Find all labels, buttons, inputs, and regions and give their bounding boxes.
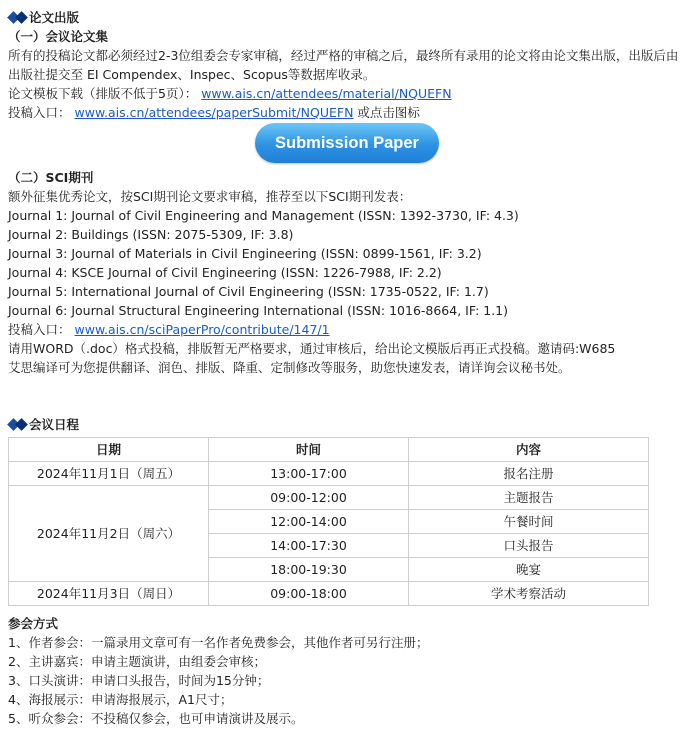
template-label: 论文模板下载（排版不低于5页）：: [8, 86, 198, 101]
participation-item: 5、听众参会：不投稿仅参会，也可申请演讲及展示。: [8, 711, 304, 726]
journal-item: Journal 4: KSCE Journal of Civil Engineering (ISSN: 1226-7988, IF: 2.2): [8, 265, 442, 280]
sci-note-service: 艾思编译可为您提供翻译、润色、排版、降重、定制修改等服务，助您快速发表，请详询会议秘书处。: [8, 360, 571, 375]
participation-item: 2、主讲嘉宾：申请主题演讲，由组委会审核；: [8, 654, 266, 669]
header-date: 日期: [9, 438, 209, 462]
cell-date: 2024年11月3日（周日）: [9, 582, 209, 606]
diamond-bullet-icon: [8, 12, 28, 24]
cell-time: 09:00-18:00: [209, 582, 409, 606]
proceedings-submit-label: 投稿入口：: [8, 105, 71, 120]
section-spacer: [8, 377, 686, 415]
publication-title: 论文出版: [29, 10, 80, 25]
schedule-table: [8, 437, 649, 606]
sci-title: （二）SCI期刊: [8, 170, 94, 185]
table-row: [9, 462, 649, 486]
journal-item: Journal 6: Journal Structural Engineering International (ISSN: 1016-8664, IF: 1.1): [8, 303, 509, 318]
journal-item: Journal 1: Journal of Civil Engineering and Management (ISSN: 1392-3730, IF: 4.3): [8, 208, 519, 223]
cell-content: 主题报告: [409, 486, 649, 510]
cell-time: 09:00-12:00: [209, 486, 409, 510]
sci-intro: 额外征集优秀论文，按SCI期刊论文要求审稿，推荐至以下SCI期刊发表：: [8, 189, 412, 204]
cell-time: 12:00-14:00: [209, 510, 409, 534]
diamond-bullet-icon: [8, 419, 28, 431]
submission-button-wrap: [8, 123, 686, 165]
cell-time: 13:00-17:00: [209, 462, 409, 486]
sci-submit-line: [8, 320, 686, 339]
cell-time: 18:00-19:30: [209, 558, 409, 582]
publication-heading: [8, 8, 686, 27]
submission-paper-button[interactable]: Submission Paper: [255, 123, 439, 163]
cell-content: 口头报告: [409, 534, 649, 558]
cell-date: 2024年11月2日（周六）: [9, 486, 209, 582]
cell-date: 2024年11月1日（周五）: [9, 462, 209, 486]
template-line: [8, 84, 686, 103]
proceedings-submit-link[interactable]: www.ais.cn/attendees/paperSubmit/NQUEFN: [74, 105, 354, 120]
participation-title: 参会方式: [8, 616, 59, 631]
proceedings-title: （一）会议论文集: [8, 29, 109, 44]
table-row: [9, 582, 649, 606]
proceedings-submit-line: [8, 103, 686, 122]
header-content: 内容: [409, 438, 649, 462]
cell-content: 晚宴: [409, 558, 649, 582]
schedule-heading: [8, 415, 686, 434]
cell-content: 报名注册: [409, 462, 649, 486]
participation-item: 1、作者参会：一篇录用文章可有一名作者免费参会，其他作者可另行注册；: [8, 635, 429, 650]
table-header-row: [9, 438, 649, 462]
table-row: [9, 486, 649, 510]
journal-item: Journal 5: International Journal of Civil Engineering (ISSN: 1735-0522, IF: 1.7): [8, 284, 489, 299]
journal-item: Journal 2: Buildings (ISSN: 2075-5309, IF: 3.8): [8, 227, 294, 242]
participation-item: 4、海报展示：申请海报展示，A1尺寸；: [8, 692, 233, 707]
header-time: 时间: [209, 438, 409, 462]
cell-time: 14:00-17:30: [209, 534, 409, 558]
template-download-link[interactable]: www.ais.cn/attendees/material/NQUEFN: [201, 86, 452, 101]
participation-item: 3、口头演讲：申请口头报告，时间为15分钟；: [8, 673, 270, 688]
sci-submit-link[interactable]: www.ais.cn/sciPaperPro/contribute/147/1: [74, 322, 330, 337]
journal-item: Journal 3: Journal of Materials in Civil Engineering (ISSN: 0899-1561, IF: 3.2): [8, 246, 482, 261]
sci-submit-label: 投稿入口：: [8, 322, 71, 337]
schedule-title: 会议日程: [29, 417, 80, 432]
proceedings-submit-suffix: 或点击图标: [357, 105, 420, 120]
sci-note-format: 请用WORD（.doc）格式投稿，排版暂无严格要求，通过审核后，给出论文模版后再正式投稿。邀请码:W685: [8, 341, 616, 356]
cell-content: 午餐时间: [409, 510, 649, 534]
proceedings-description: 所有的投稿论文都必须经过2-3位组委会专家审稿，经过严格的审稿之后，最终所有录用的论文将由论文集出版，出版后由出版社提交至 EI Compendex、Inspec、Scopus等数据库收录。: [8, 48, 679, 82]
cell-content: 学术考察活动: [409, 582, 649, 606]
